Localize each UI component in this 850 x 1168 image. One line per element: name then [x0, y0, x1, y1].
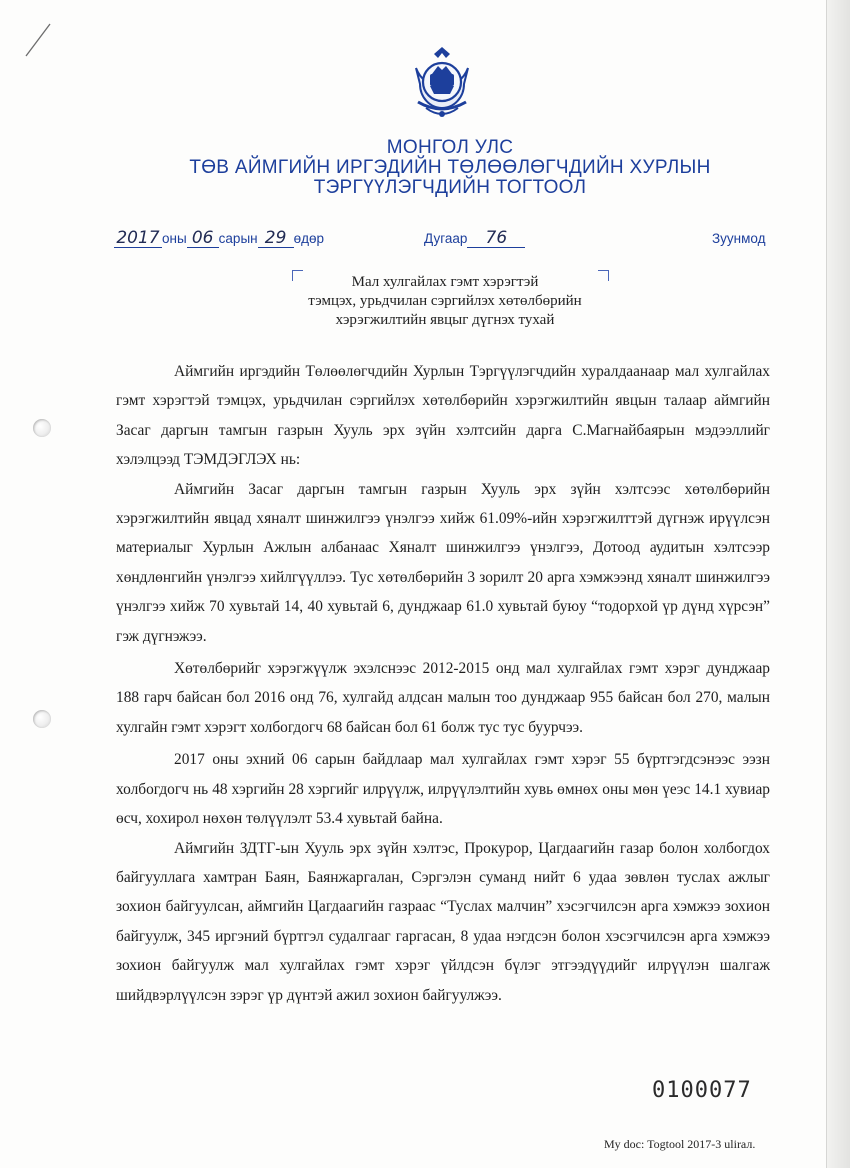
- subject-line: хэрэгжилтийн явцыг дүгнэх тухай: [335, 312, 555, 328]
- document-subject: [250, 273, 640, 330]
- number-label: Дугаар: [424, 231, 468, 246]
- date-day-label: өдөр: [293, 231, 325, 246]
- punch-hole-upper: [33, 419, 51, 437]
- document-body: [116, 357, 770, 1010]
- header-country: МОНГОЛ УЛС: [386, 137, 514, 158]
- serial-stamp-number: 0100077: [652, 1078, 752, 1103]
- document-number: 76: [467, 229, 525, 248]
- punch-hole-lower: [33, 710, 51, 728]
- header-document-type: ТЭРГҮҮЛЭГЧДИЙН ТОГТООЛ: [313, 177, 587, 198]
- subject-line: Мал хулгайлах гэмт хэрэгтэй: [351, 274, 539, 290]
- page-edge: [826, 0, 850, 1168]
- date-field: [114, 228, 324, 250]
- document-header: [120, 138, 780, 198]
- date-year-label: оны: [162, 231, 187, 246]
- date-month: 06: [187, 229, 219, 248]
- date-month-label: сарын: [218, 231, 258, 246]
- subject-line: тэмцэх, урьдчилан сэргийлэх хөтөлбөрийн: [308, 293, 582, 309]
- number-field: [424, 228, 525, 250]
- body-paragraph: 2017 оны эхний 06 сарын байдлаар мал хулгайлах гэмт хэрэг 55 бүртгэгдсэнээс ээзн холбогдогч нь 48 хэргийн 28 хэргийг илрүүлж, илрүүлэлтийн хувь өмнөх оны мөн үеэс 14.1 хувиар өсч, хохирол нөхөн төлүүлэлт 53.4 хувьтай байна.: [116, 751, 770, 828]
- body-paragraph: Аймгийн ЗДТГ-ын Хууль эрх зүйн хэлтэс, Прокурор, Цагдаагийн газар болон холбогдох байгууллага хамтран Баян, Баянжаргалан, Сэргэлэн суманд нийт 6 удаа зөвлөн туслах ажлыг зохион байгуулсан, аймгийн Цагдаагийн газраас “Туслах малчин” хэсэгчилсэн арга хэмжээ зохион байгуулж, 345 иргэний бүртгэл судалгааг гаргасан, 8 удаа нэгдсэн болон хэсэгчилсэн арга хэмжээ зохион байгуулж мал хулгайлах гэмт хэрэг үйлдсэн бүлэг этгээдүүдийг илрүүлэн шалгаж шийдвэрлүүлсэн зэрэг үр дүнтэй ажил зохион байгуулжээ.: [116, 839, 770, 1004]
- state-emblem-icon: [408, 44, 476, 124]
- body-paragraph: Аймгийн иргэдийн Төлөөлөгчдийн Хурлын Тэргүүлэгчдийн хуралдаанаар мал хулгайлах гэмт хэрэгтэй тэмцэх, урьдчилан сэргийлэх хөтөлбөрийн хэрэгжилтийн явцын талаар аймгийн Засаг даргын тамгын газрын Хууль эрх зүйн хэлтсийн дарга С.Магнайбаярын мэдээллийг хэлэлцээд ТЭМДЭГЛЭХ нь:: [116, 363, 770, 469]
- body-paragraph: Аймгийн Засаг даргын тамгын газрын Хууль эрх зүйн хэлтсээс хөтөлбөрийн хэрэгжилтийн явцад хяналт шинжилгээ үнэлгээ хийж 61.09%-ийн хэрэгжилттэй дүгнэж ирүүлсэн материалыг Хурлын Ажлын албанаас Хяналт шинжилгээ үнэлгээ, Дотоод аудитын хэлтсээр хөндлөнгийн үнэлгээ хийлгүүллээ. Тус хөтөлбөрийн 3 зорилт 20 арга хэмжээнд хяналт шинжилгээ үнэлгээ хийж 70 хувьтай 14, 40 хувьтай 6, дунджаар 61.0 хувьтай буюу “тодорхой үр дүнд хүрсэн” гэж дүгнэжээ.: [116, 480, 770, 645]
- date-year: 2017: [114, 229, 162, 248]
- pen-mark: [22, 20, 56, 60]
- footer-file-note: My doc: Togtool 2017-3 ulirал.: [604, 1137, 756, 1151]
- body-paragraph: Хөтөлбөрийг хэрэгжүүлж эхэлснээс 2012-2015 онд мал хулгайлах гэмт хэрэг дунджаар 188 гарч байсан бол 2016 онд 76, хулгайд алдсан малын тоо дунджаар 955 байсан бол 270, малын хулгайн гэмт хэрэгт холбогдогч 68 байсан бол 61 болж тус тус буурчээ.: [116, 660, 770, 736]
- date-day: 29: [258, 229, 294, 248]
- place-field: Зуунмод: [712, 231, 766, 246]
- header-organization: ТӨВ АЙМГИЙН ИРГЭДИЙН ТӨЛӨӨЛӨГЧДИЙН ХУРЛЫН: [189, 157, 711, 178]
